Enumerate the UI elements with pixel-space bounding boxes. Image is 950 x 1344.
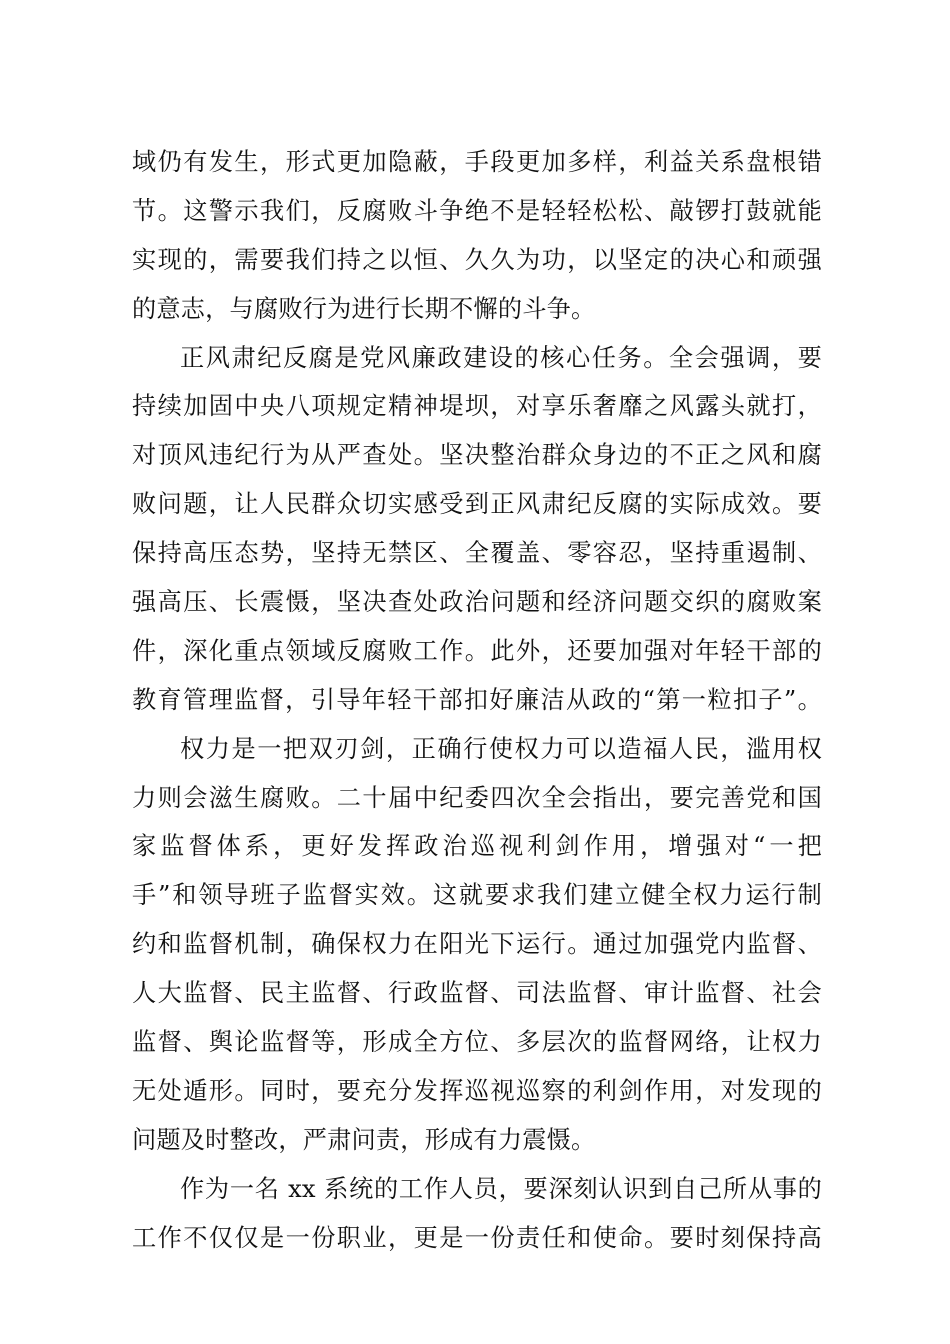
document-body xyxy=(132,138,822,1262)
text-line: 监督、舆论监督等，形成全方位、多层次的监督网络，让权力 xyxy=(132,1028,822,1057)
text-line: 域仍有发生，形式更加隐蔽，手段更加多样，利益关系盘根错 xyxy=(132,148,822,176)
text-line: 人大监督、民主监督、行政监督、司法监督、审计监督、社会 xyxy=(132,979,822,1008)
text-line: 实现的，需要我们持之以恒、久久为功，以坚定的决心和顽强 xyxy=(132,245,822,274)
text-line: 保持高压态势，坚持无禁区、全覆盖、零容忍，坚持重遏制、 xyxy=(132,539,822,568)
text-line: 问题及时整改，严肃问责，形成有力震慑。 xyxy=(132,1125,596,1154)
text-line: 的意志，与腐败行为进行长期不懈的斗争。 xyxy=(132,294,596,323)
text-line: 败问题，让人民群众切实感受到正风肃纪反腐的实际成效。要 xyxy=(132,490,822,519)
text-line: 强高压、长震慑，坚决查处政治问题和经济问题交织的腐败案 xyxy=(132,588,822,617)
paragraph-first-line: 作为一名 xx 系统的工作人员，要深刻认识到自己所从事的 xyxy=(180,1174,822,1203)
text-line: 家监督体系，更好发挥政治巡视利剑作用，增强对“一把 xyxy=(132,832,822,861)
text-line: 对顶风违纪行为从严查处。坚决整治群众身边的不正之风和腐 xyxy=(132,441,822,470)
text-line: 无处遁形。同时，要充分发挥巡视巡察的利剑作用，对发现的 xyxy=(132,1076,822,1105)
text-line: 持续加固中央八项规定精神堤坝，对享乐奢靡之风露头就打， xyxy=(132,392,822,421)
text-line: 力则会滋生腐败。二十届中纪委四次全会指出，要完善党和国 xyxy=(132,783,822,812)
text-line: 教育管理监督，引导年轻干部扣好廉洁从政的“第一粒扣子”。 xyxy=(132,685,822,714)
text-line: 手”和领导班子监督实效。这就要求我们建立健全权力运行制 xyxy=(132,881,822,910)
paragraph-first-line: 正风肃纪反腐是党风廉政建设的核心任务。全会强调，要 xyxy=(180,343,822,372)
text-line: 件，深化重点领域反腐败工作。此外，还要加强对年轻干部的 xyxy=(132,636,822,665)
text-line: 节。这警示我们，反腐败斗争绝不是轻轻松松、敲锣打鼓就能 xyxy=(132,196,822,225)
paragraph-first-line: 权力是一把双刃剑，正确行使权力可以造福人民，滥用权 xyxy=(180,734,822,763)
text-line: 工作不仅仅是一份职业，更是一份责任和使命。要时刻保持高 xyxy=(132,1223,822,1252)
text-line: 约和监督机制，确保权力在阳光下运行。通过加强党内监督、 xyxy=(132,930,822,959)
